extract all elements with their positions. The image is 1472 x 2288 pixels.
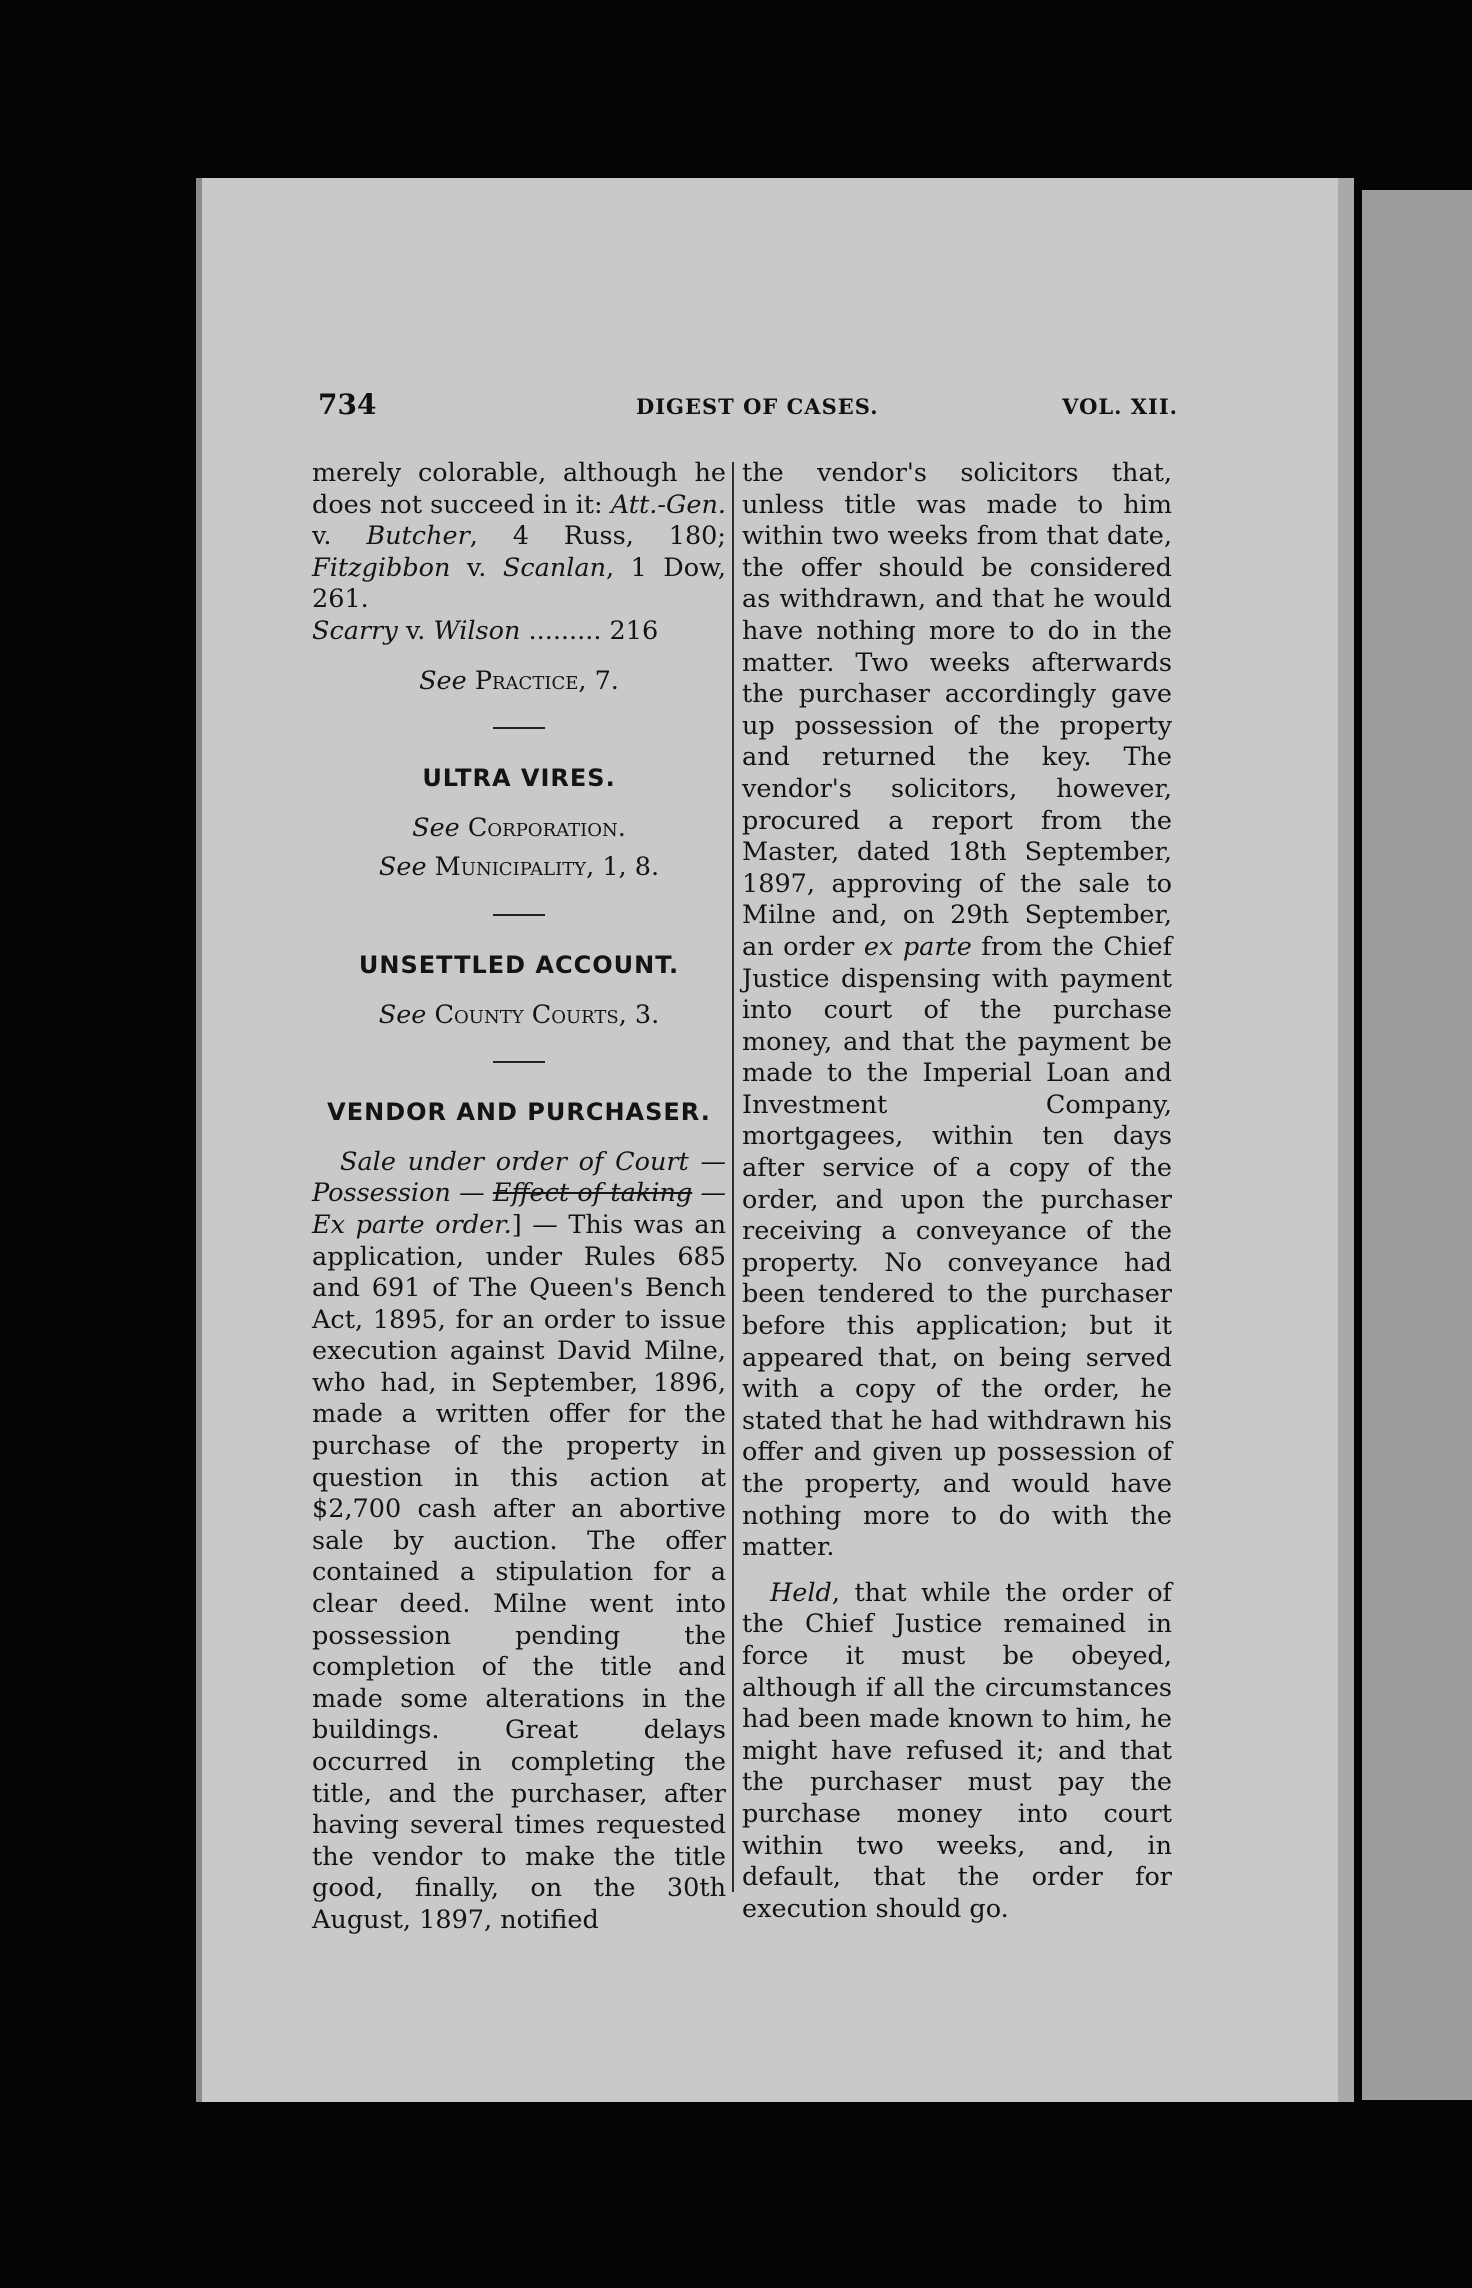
heading-ultra-vires: ULTRA VIRES. [422,764,616,793]
see-corporation: See Corporation. [412,812,626,843]
page-number: 734 [318,388,377,421]
vendor-paragraph: Sale under order of Court — Possession — Effect of taking —Ex parte order.] — This was an application, under Rules 685 and 691 of The Queen's Bench Act, 1895, for an order to issue execution against David Milne, who had, in September, 1896, made a written offer for the purchase of the property in question in this action at $2,700 cash after an abortive sale by auction. The offer contained a stipulation for a clear deed. Milne went into possession pending the completion of the title and made some alterations in the buildings. Great delays occurred in completing the title, and the purchaser, after having several times requested the vendor to make the title good, finally, on the 30th August, 1897, notified [312,1146,726,1935]
see-practice: See Practice, 7. [419,665,619,696]
page-edge [1338,178,1354,2102]
heading-unsettled-account: UNSETTLED ACCOUNT. [358,950,680,979]
heading-vendor-purchaser: VENDOR AND PURCHASER. [327,1098,711,1127]
right-column [742,458,1172,1925]
held-paragraph: Held, that while the order of the Chief Justice remained in force it must be obeyed, although if all the circumstances had been made known to him, he might have refused it; and that the purchaser must pay the purchase money into court within two weeks, and, in default, that the order for execution should go. [742,1577,1172,1924]
right-paragraph-1: the vendor's solicitors that, unless title was made to him within two weeks from that date, the offer should be considered as withdrawn, and that he would have nothing more to do in the matter. Two weeks afterwards the purchaser accordingly gave up possession of the property and returned the key. The vendor's solicitors, however, procured a report from the Master, dated 18th September, 1897, approving of the sale to Milne and, on 29th September, an order ex parte from the Chief Justice dispensing with payment into court of the purchase money, and that the payment be made to the Imperial Loan and Investment Company, mortgagees, within ten days after service of a copy of the order, and upon the purchaser receiving a conveyance of the property. No conveyance had been tendered to the purchaser before this application; but it appeared that, on being served with a copy of the order, he stated that he had withdrawn his offer and given up possession of the property, and would have nothing more to do with the matter. [742,458,1173,1563]
page-header [318,388,1178,428]
column-divider [732,462,734,1892]
volume-label: VOL. XII. [1062,394,1178,419]
adjacent-page-strip [1362,190,1472,2100]
section-rule [493,914,545,916]
section-rule [493,727,545,729]
continuation-paragraph: merely colorable, although he does not succeed in it: Att.-Gen. v. Butcher, 4 Russ, 180; Fitzgibbon v. Scanlan, 1 Dow, 261. Scarry v. Wilson ......... 216 [312,458,726,646]
see-municipality: See Municipality, 1, 8. [378,852,660,883]
running-title: DIGEST OF CASES. [636,394,879,419]
see-county-courts: See County Courts, 3. [378,999,660,1030]
section-rule [493,1061,545,1063]
left-column [312,458,726,1937]
